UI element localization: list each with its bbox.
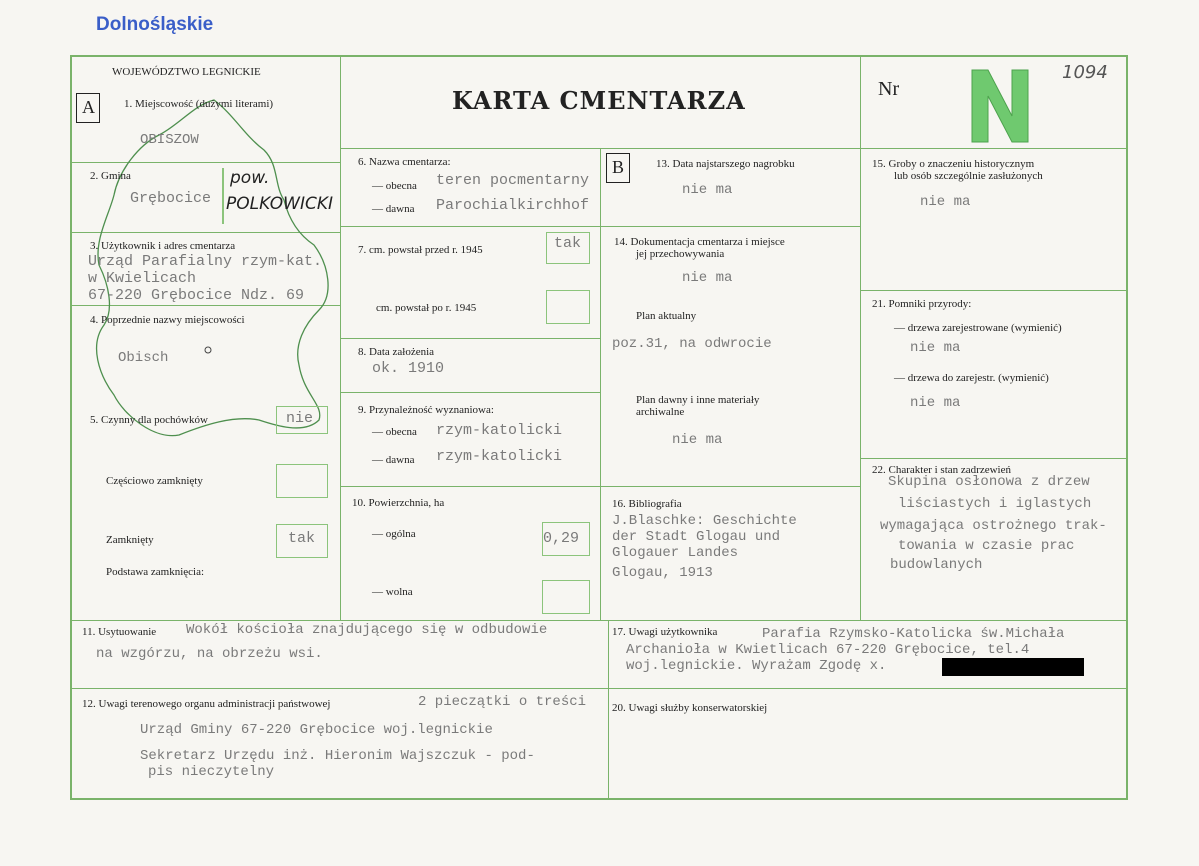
plan-current-value: poz.31, na odwrocie [612, 336, 772, 352]
field-10-free-box [542, 580, 590, 614]
field-22-label: 22. Charakter i stan zadrzewień [872, 464, 1011, 476]
field-1-label: 1. Miejscowość (dużymi literami) [124, 98, 274, 110]
section-a-letter: A [82, 97, 95, 117]
divider [340, 338, 600, 339]
field-16-line-3: Glogauer Landes [612, 545, 739, 561]
field-15-label: 15. Groby o znaczeniu historycznym [872, 158, 1035, 170]
field-5-value: nie [286, 410, 314, 427]
field-21-label: 21. Pomniki przyrody: [872, 298, 972, 310]
section-b-letter: B [612, 157, 625, 177]
divider [860, 290, 1128, 291]
field-3-line-2: w Kwielicach [88, 270, 197, 287]
field-2-separator [222, 168, 224, 224]
field-7-value: tak [554, 235, 582, 252]
plan-old-label-2: archiwalne [636, 406, 685, 418]
field-9-current: rzym-katolicki [436, 422, 563, 439]
field-2-handwriting-1: pow. [230, 168, 270, 188]
nr-number: 1094 [1062, 62, 1108, 83]
trees-registered-value: nie ma [910, 340, 961, 356]
divider [70, 620, 1128, 621]
field-12-line-2: Urząd Gminy 67-220 Grębocice woj.legnickie [140, 722, 493, 738]
divider [600, 226, 860, 227]
field-8-value: ok. 1910 [372, 360, 445, 377]
field-3-label: 3. Użytkownik i adres cmentarza [90, 240, 236, 252]
field-15-label-2: lub osób szczególnie zasłużonych [894, 170, 1043, 182]
field-6-label: 6. Nazwa cmentarza: [358, 156, 451, 168]
field-5-label: 5. Czynny dla pochówków [90, 414, 208, 426]
field-12-line-1: 2 pieczątki o treści [418, 694, 587, 710]
field-17-line-2: Archanioła w Kwietlicach 67-220 Grębocice, tel.4 [626, 642, 1030, 658]
plan-old-value: nie ma [672, 432, 723, 448]
field-6-current-label: — obecna [372, 180, 417, 192]
voivodeship-label: WOJEWÓDZTWO LEGNICKIE [112, 66, 261, 78]
field-6-former: Parochialkirchhof [436, 197, 590, 214]
field-3-line-1: Urząd Parafialny rzym-kat. [88, 253, 323, 270]
plan-old-label: Plan dawny i inne materiały [636, 394, 760, 406]
trees-to-register-value: nie ma [910, 395, 961, 411]
divider [340, 226, 600, 227]
field-16-line-1: J.Blaschke: Geschichte [612, 513, 797, 529]
divider [608, 620, 609, 800]
divider [600, 148, 601, 620]
field-12-line-3: Sekretarz Urzędu inż. Hieronim Wajszczuk - pod- [140, 748, 535, 764]
field-22-line-2: liściastych i iglastych [898, 496, 1092, 512]
field-14-label: 14. Dokumentacja cmentarza i miejsce [614, 236, 785, 248]
trees-registered-label: — drzewa zarejestrowane (wymienić) [894, 322, 1062, 334]
partial-closed-label: Częściowo zamknięty [106, 475, 203, 487]
field-16-line-4: Glogau, 1913 [612, 565, 713, 581]
redaction-bar [942, 658, 1084, 676]
field-11-line-2: na wzgórzu, na obrzeżu wsi. [96, 646, 323, 662]
field-4-value: Obisch [118, 350, 169, 366]
nr-label: Nr [878, 78, 900, 100]
field-14-value: nie ma [682, 270, 733, 286]
field-10-free-label: — wolna [372, 586, 413, 598]
region-stamp: Dolnośląskie [96, 14, 214, 35]
field-13-label: 13. Data najstarszego nagrobku [656, 158, 795, 170]
field-20-label: 20. Uwagi służby konserwatorskiej [612, 702, 768, 714]
field-12-label: 12. Uwagi terenowego organu administracji państwowej [82, 698, 331, 710]
field-3-line-3: 67-220 Grębocice Ndz. 69 [88, 287, 305, 304]
field-6-current: teren pocmentarny [436, 172, 590, 189]
field-8-label: 8. Data założenia [358, 346, 435, 358]
divider [340, 148, 1128, 149]
divider [70, 688, 1128, 689]
field-17-label: 17. Uwagi użytkownika [612, 626, 718, 638]
divider [340, 392, 600, 393]
field-2-handwriting-2: POLKOWICKI [226, 194, 334, 214]
field-10-label: 10. Powierzchnia, ha [352, 497, 445, 509]
closed-value: tak [288, 530, 316, 547]
field-22-line-4: towania w czasie prac [898, 538, 1075, 554]
field-10-total-label: — ogólna [372, 528, 416, 540]
field-12-line-4: pis nieczytelny [148, 764, 275, 780]
field-9-current-label: — obecna [372, 426, 417, 438]
field-17-line-3: woj.legnickie. Wyrażam Zgodę x. [626, 658, 887, 674]
field-16-label: 16. Bibliografia [612, 498, 682, 510]
divider [860, 55, 861, 620]
plan-current-label: Plan aktualny [636, 310, 697, 322]
field-9-former-label: — dawna [372, 454, 415, 466]
nr-letter-mark [966, 64, 1036, 146]
field-7-label: 7. cm. powstał przed r. 1945 [358, 244, 483, 256]
field-22-line-1: Skupina osłonowa z drzew [888, 474, 1090, 490]
divider [340, 486, 600, 487]
field-17-line-1: Parafia Rzymsko-Katolicka św.Michała [762, 626, 1065, 642]
field-16-line-2: der Stadt Glogau und [612, 529, 781, 545]
field-2-label: 2. Gmina [90, 170, 131, 182]
field-9-former: rzym-katolicki [436, 448, 563, 465]
field-13-value: nie ma [682, 182, 733, 198]
field-6-former-label: — dawna [372, 203, 415, 215]
field-14-label-2: jej przechowywania [636, 248, 725, 260]
partial-closed-box [276, 464, 328, 498]
field-4-label: 4. Poprzednie nazwy miejscowości [90, 314, 245, 326]
divider [860, 458, 1128, 459]
field-11-line-1: Wokół kościoła znajdującego się w odbudowie [186, 622, 548, 638]
field-22-line-3: wymagająca ostrożnego trak- [880, 518, 1107, 534]
field-22-line-5: budowlanych [890, 557, 983, 573]
page-title: KARTA CMENTARZA [452, 86, 746, 115]
field-9-label: 9. Przynależność wyznaniowa: [358, 404, 494, 416]
field-7-after-label: cm. powstał po r. 1945 [376, 302, 477, 314]
closure-basis-label: Podstawa zamknięcia: [106, 566, 205, 578]
field-10-total: 0,29 [543, 530, 580, 547]
divider [600, 486, 860, 487]
trees-to-register-label: — drzewa do zarejestr. (wymienić) [894, 372, 1049, 384]
field-11-label: 11. Usytuowanie [82, 626, 157, 638]
field-2-value: Grębocice [130, 190, 212, 207]
field-7-after-box [546, 290, 590, 324]
field-15-value: nie ma [920, 194, 971, 210]
closed-label: Zamknięty [106, 534, 154, 546]
field-1-value: OBISZOW [140, 132, 199, 148]
